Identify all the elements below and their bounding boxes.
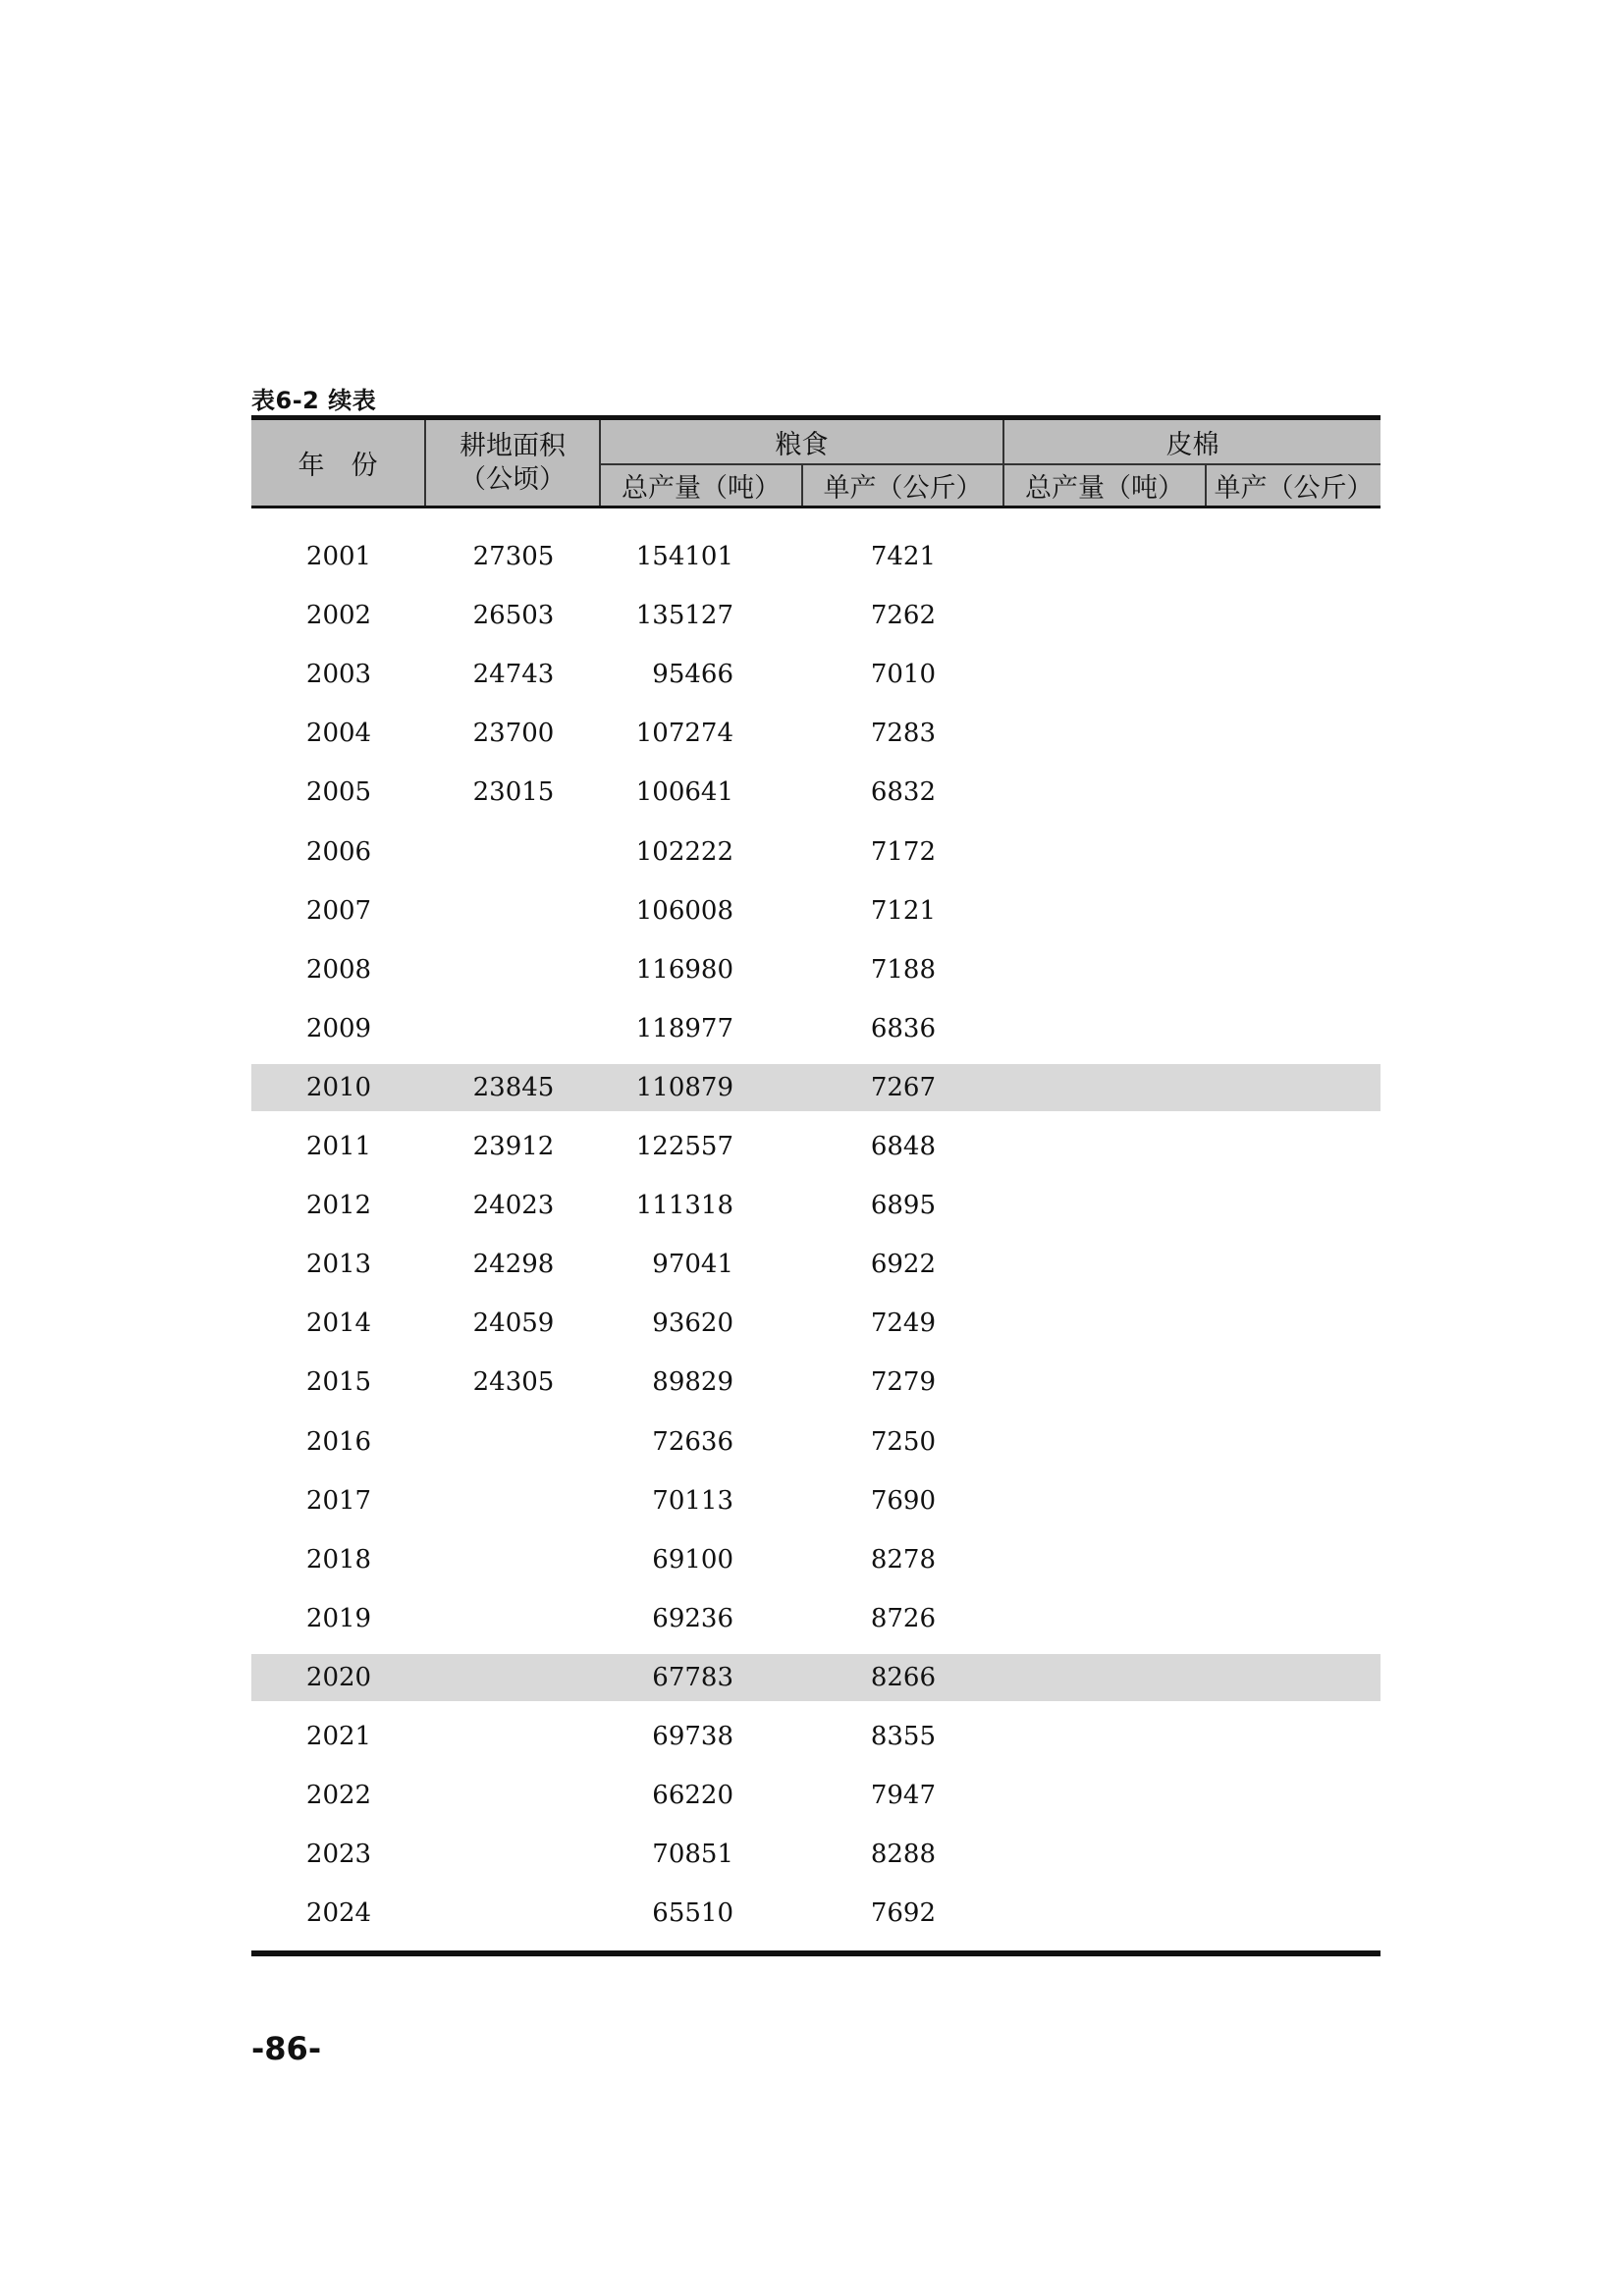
grain-output-cell: 116980: [635, 954, 733, 985]
grain-yield-cell: 7249: [870, 1308, 936, 1339]
year-cell: 2015: [305, 1367, 372, 1398]
grain-output-cell: 67783: [652, 1662, 733, 1692]
table-row: [251, 946, 1380, 993]
year-cell: 2010: [305, 1072, 372, 1102]
area-cell: [426, 1831, 601, 1878]
year-cell: 2005: [305, 777, 372, 808]
table-row: [251, 1064, 1380, 1111]
grain-output-cell: 65510: [652, 1898, 733, 1929]
area-cell: [426, 1713, 601, 1760]
header-area-label: 耕地面积: [460, 430, 566, 461]
table-row: [251, 1536, 1380, 1583]
year-cell: 2004: [305, 719, 372, 749]
grain-output-cell: 69100: [652, 1544, 733, 1575]
grain-yield-cell: 7262: [870, 601, 936, 631]
grain-yield-cell: 6836: [870, 1013, 936, 1043]
area-cell: [426, 1536, 601, 1583]
year-cell: 2024: [305, 1898, 372, 1929]
area-cell: 26503: [472, 601, 555, 631]
table-row: [251, 592, 1380, 639]
year-cell: 2001: [305, 542, 372, 571]
area-cell: [426, 1890, 601, 1937]
year-cell: 2017: [305, 1485, 372, 1516]
grain-output-cell: 72636: [652, 1426, 733, 1457]
year-cell: 2011: [305, 1132, 372, 1161]
grain-output-cell: 69738: [652, 1722, 733, 1751]
grain-output-cell: 100641: [635, 777, 733, 808]
header-cotton-yield: 单产（公斤）: [1214, 473, 1374, 504]
area-cell: 27305: [472, 542, 555, 571]
grain-output-cell: 107274: [635, 719, 733, 749]
area-cell: [426, 887, 601, 934]
table-row: [251, 710, 1380, 757]
year-cell: 2023: [305, 1840, 372, 1870]
header-cotton-output: 总产量（吨）: [1025, 473, 1184, 504]
grain-output-cell: 95466: [652, 660, 733, 690]
area-cell: 24743: [472, 660, 555, 690]
grain-yield-cell: 7172: [870, 836, 936, 867]
header-area: [426, 420, 599, 506]
grain-output-cell: 93620: [652, 1308, 733, 1339]
table-row: [251, 1241, 1380, 1288]
year-cell: 2003: [305, 660, 372, 690]
table-row: [251, 1654, 1380, 1701]
header-grain-group: 粮食: [775, 429, 829, 460]
grain-yield-cell: 6832: [870, 777, 936, 808]
year-cell: 2009: [305, 1013, 372, 1043]
grain-output-cell: 135127: [635, 601, 733, 631]
year-cell: 2013: [305, 1250, 372, 1280]
grain-yield-cell: 6922: [870, 1250, 936, 1280]
grain-output-cell: 89829: [652, 1367, 733, 1398]
year-cell: 2014: [305, 1308, 372, 1339]
area-cell: 23912: [472, 1132, 555, 1161]
table-row: [251, 1123, 1380, 1170]
area-cell: 23845: [472, 1072, 555, 1102]
area-cell: 23700: [472, 719, 555, 749]
grain-output-cell: 106008: [635, 895, 733, 926]
year-cell: 2018: [305, 1544, 372, 1575]
table-row: [251, 1713, 1380, 1760]
table-row: [251, 1831, 1380, 1878]
grain-yield-cell: 8355: [870, 1722, 936, 1751]
grain-yield-cell: 7692: [870, 1898, 936, 1929]
year-cell: 2022: [305, 1781, 372, 1811]
table-row: [251, 1182, 1380, 1229]
page-number: -86-: [251, 2030, 322, 2067]
year-cell: 2021: [305, 1722, 372, 1751]
year-cell: 2002: [305, 601, 372, 631]
area-cell: [426, 828, 601, 876]
area-cell: [426, 1595, 601, 1642]
header-cotton-group: 皮棉: [1165, 429, 1219, 460]
grain-yield-cell: 7010: [870, 660, 936, 690]
table-row: [251, 1359, 1380, 1406]
data-table: [251, 415, 1380, 1956]
grain-yield-cell: 7121: [870, 895, 936, 926]
table-row: [251, 1300, 1380, 1347]
grain-yield-cell: 6848: [870, 1132, 936, 1161]
grain-output-cell: 110879: [635, 1072, 733, 1102]
grain-yield-cell: 8726: [870, 1603, 936, 1633]
grain-yield-cell: 7188: [870, 954, 936, 985]
table-row: [251, 1595, 1380, 1642]
header-grain-yield: 单产（公斤）: [823, 473, 983, 504]
area-cell: 24298: [472, 1250, 555, 1280]
grain-yield-cell: 7690: [870, 1485, 936, 1516]
grain-output-cell: 97041: [652, 1250, 733, 1280]
grain-output-cell: 122557: [635, 1132, 733, 1161]
area-cell: [426, 1477, 601, 1524]
grain-yield-cell: 7267: [870, 1072, 936, 1102]
area-cell: [426, 1005, 601, 1052]
grain-yield-cell: 7947: [870, 1781, 936, 1811]
table-row: [251, 828, 1380, 876]
year-cell: 2012: [305, 1191, 372, 1221]
area-cell: [426, 1772, 601, 1819]
table-row: [251, 1418, 1380, 1466]
area-cell: 23015: [472, 777, 555, 808]
grain-yield-cell: 6895: [870, 1191, 936, 1221]
table-header: [251, 415, 1380, 508]
table-row: [251, 1477, 1380, 1524]
table-body: [251, 508, 1380, 1956]
table-row: [251, 887, 1380, 934]
header-area-unit: （公顷）: [460, 463, 566, 495]
year-cell: 2020: [305, 1662, 372, 1692]
table-row: [251, 1890, 1380, 1937]
table-row: [251, 533, 1380, 580]
header-grain-output: 总产量（吨）: [622, 473, 781, 504]
area-cell: [426, 1654, 601, 1701]
table-row: [251, 1005, 1380, 1052]
year-cell: 2016: [305, 1426, 372, 1457]
area-cell: [426, 1418, 601, 1466]
grain-yield-cell: 7250: [870, 1426, 936, 1457]
year-cell: 2006: [305, 836, 372, 867]
grain-output-cell: 111318: [635, 1191, 733, 1221]
grain-yield-cell: 7279: [870, 1367, 936, 1398]
table-row: [251, 651, 1380, 698]
grain-output-cell: 66220: [652, 1781, 733, 1811]
table-row: [251, 1772, 1380, 1819]
grain-yield-cell: 8288: [870, 1840, 936, 1870]
year-cell: 2008: [305, 954, 372, 985]
area-cell: 24023: [472, 1191, 555, 1221]
grain-yield-cell: 8278: [870, 1544, 936, 1575]
grain-output-cell: 70851: [652, 1840, 733, 1870]
grain-output-cell: 70113: [652, 1485, 733, 1516]
grain-output-cell: 102222: [635, 836, 733, 867]
year-cell: 2007: [305, 895, 372, 926]
year-cell: 2019: [305, 1603, 372, 1633]
table-caption: 表6-2 续表: [251, 387, 377, 414]
grain-output-cell: 69236: [652, 1603, 733, 1633]
area-cell: [426, 946, 601, 993]
table-bottom-rule: [251, 1950, 1380, 1956]
area-cell: 24059: [472, 1308, 555, 1339]
grain-yield-cell: 7283: [870, 719, 936, 749]
grain-output-cell: 118977: [635, 1013, 733, 1043]
table-row: [251, 769, 1380, 816]
grain-yield-cell: 7421: [870, 542, 936, 571]
grain-yield-cell: 8266: [870, 1662, 936, 1692]
grain-output-cell: 154101: [635, 542, 733, 571]
area-cell: 24305: [472, 1367, 555, 1398]
header-year: 年 份: [298, 451, 378, 481]
